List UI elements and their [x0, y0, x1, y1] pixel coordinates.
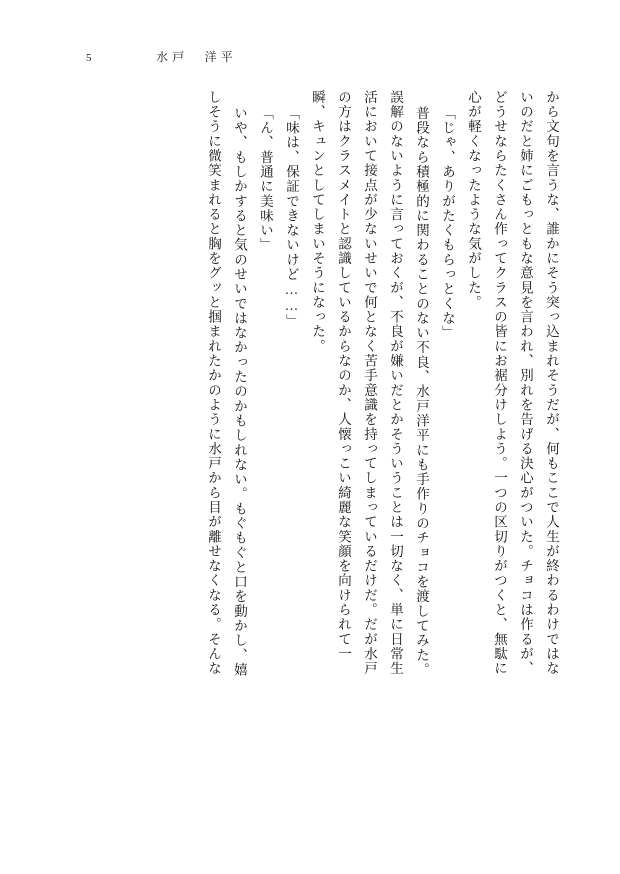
body-text-vertical: [72, 90, 558, 830]
page-number: 5: [86, 52, 92, 64]
text-line: 「味は、保証できないけど……」: [284, 106, 299, 329]
text-line: 心が軽くなったような気がした。: [466, 90, 481, 310]
author-name: 水戸 洋平: [156, 50, 238, 64]
text-line: の方はクラスメイトと認識しているからなのか、人懐っこい綺麗な笑顔を向けられて一: [336, 90, 351, 662]
text-line: いや、もしかすると気のせいではなかったのかもしれない。もぐもぐと口を動かし、嬉: [232, 106, 247, 678]
text-line: 誤解のないように言っておくが、不良が嫌いだとかそういうことは一切なく、単に日常生: [388, 90, 403, 676]
text-line: どうせならたくさん作ってクラスの皆にお裾分けしよう。一つの区切りがつくと、無駄に: [492, 90, 507, 676]
text-line: 活において接点が少ないせいで何となく苦手意識を持ってしまっているだけだ。だが水戸: [362, 90, 377, 676]
text-line: 「ん、普通に美味い」: [258, 106, 273, 253]
text-line: 瞬、キュンとしてしまいそうになった。: [310, 90, 325, 354]
text-line: 「じゃ、ありがたくもらっとくな」: [440, 106, 455, 341]
text-line: しそうに微笑まれると胸をグッと掴まれたかのように水戸から目が離せなくなる。そんな: [206, 90, 221, 676]
text-line: いのだと姉にごもっともな意見を言われ、別れを告げる決心がついた。チョコは作るが、: [518, 90, 533, 676]
running-header: [86, 48, 534, 66]
text-line: から文句を言うな、誰かにそう突っ込まれそうだが、何もここで人生が終わるわけではな: [544, 90, 559, 676]
text-line: 普段なら積極的に関わることのない不良、水戸洋平にも手作りのチョコを渡してみた。: [414, 106, 429, 678]
